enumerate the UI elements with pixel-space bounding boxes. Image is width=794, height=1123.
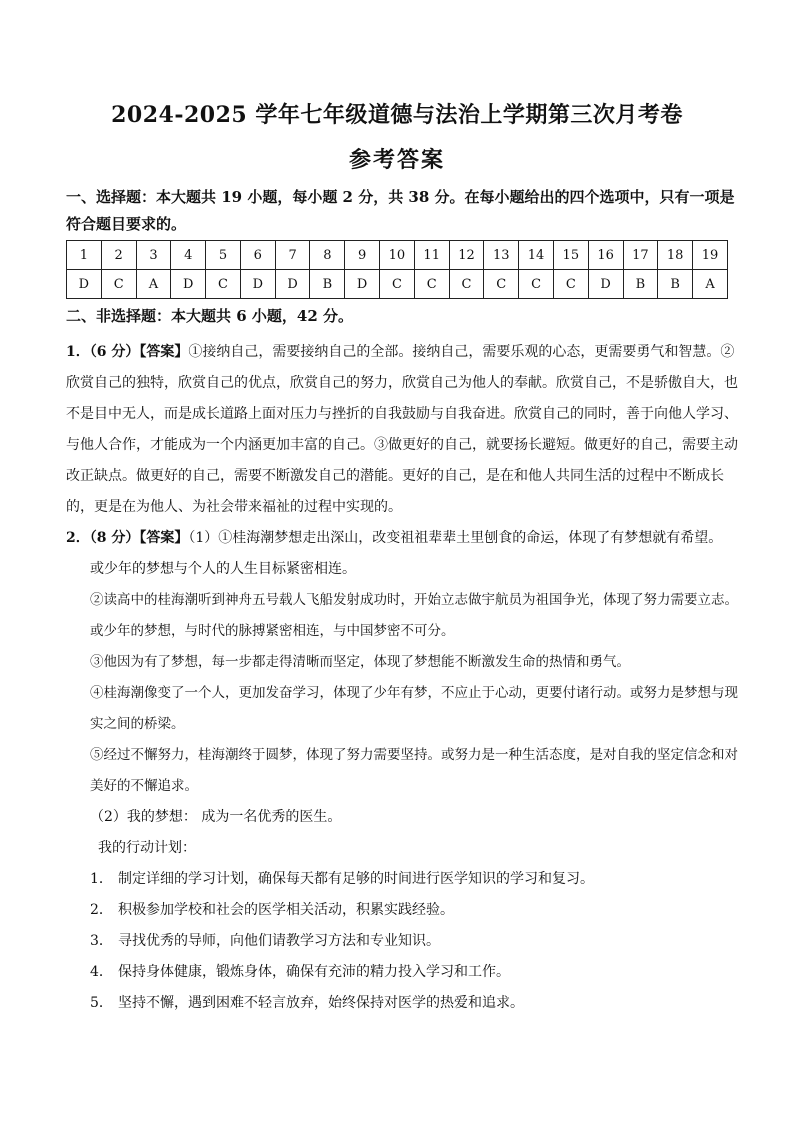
question-2-plan-title: 我的行动计划： <box>98 840 196 856</box>
section2-heading: 二、非选择题：本大题共 6 小题，42 分。 <box>66 307 353 325</box>
answer-table-number-cell: 6 <box>240 241 275 270</box>
list-item-number: 1． <box>90 871 113 887</box>
answer-table-answer-cell: B <box>310 270 345 299</box>
answer-table-number-cell: 13 <box>484 241 519 270</box>
answer-table-number-cell: 2 <box>101 241 136 270</box>
answer-table-number-row <box>67 241 728 270</box>
answer-table-number-cell: 9 <box>345 241 380 270</box>
question-1-label: 1．（6 分）【答案】 <box>66 344 189 360</box>
answer-table-number-cell: 7 <box>275 241 310 270</box>
question-2-point: ②读高中的桂海潮听到神舟五号载人飞船发射成功时，开始立志做宇航员为祖国争光，体现了努力需要立志。或少年的梦想，与时代的脉搏紧密相连，与中国梦密不可分。 <box>90 592 738 639</box>
answer-table-answer-cell: C <box>380 270 415 299</box>
list-item <box>90 864 738 895</box>
answer-table-answer-row <box>67 270 728 299</box>
answer-table-number-cell: 17 <box>623 241 658 270</box>
answer-table-number-cell: 14 <box>519 241 554 270</box>
answer-table-answer-cell: D <box>345 270 380 299</box>
list-item-number: 3． <box>90 933 113 949</box>
section1-heading: 一、选择题：本大题共 19 小题，每小题 2 分，共 38 分。在每小题给出的四个选项中，只有一项是符合题目要求的。 <box>66 188 735 233</box>
list-item <box>90 926 738 957</box>
answer-table-number-cell: 3 <box>136 241 171 270</box>
question-1-answer: ①接纳自己，需要接纳自己的全部。接纳自己，需要乐观的心态，更需要勇气和智慧。②欣赏自己的独特，欣赏自己的优点，欣赏自己的努力，欣赏自己为他人的奉献。欣赏自己，不是骄傲自大，也不是目中无人，而是成长道路上面对压力与挫折的自我鼓励与自我奋进。欣赏自己的同时，善于向他人学习、与他人合作，才能成为一个内涵更加丰富的自己。③做更好的自己，就要扬长避短。做更好的自己，需要主动改正缺点。做更好的自己，需要不断激发自己的潜能。更好的自己，是在和他人共同生活的过程中不断成长的，更是在为他人、为社会带来福祉的过程中实现的。 <box>66 344 738 515</box>
answer-table-number-cell: 11 <box>414 241 449 270</box>
page-title: 2024-2025 学年七年级道德与法治上学期第三次月考卷 <box>111 102 683 128</box>
answer-table-number-cell: 19 <box>693 241 728 270</box>
list-item <box>90 895 738 926</box>
answer-table-answer-cell: D <box>588 270 623 299</box>
question-2-part1-intro-cont: 或少年的梦想与个人的人生目标紧密相连。 <box>90 561 356 577</box>
answer-table-answer-cell: A <box>693 270 728 299</box>
answer-table-answer-cell: C <box>206 270 241 299</box>
answer-table-answer-cell: D <box>171 270 206 299</box>
answer-table-answer-cell: C <box>553 270 588 299</box>
answer-table-number-cell: 15 <box>553 241 588 270</box>
answer-table-number-cell: 8 <box>310 241 345 270</box>
list-item-number: 2． <box>90 902 113 918</box>
list-item-number: 4． <box>90 964 113 980</box>
answer-table-number-cell: 4 <box>171 241 206 270</box>
answer-table-number-cell: 18 <box>658 241 693 270</box>
answer-table-answer-cell: C <box>484 270 519 299</box>
answer-table <box>66 240 728 299</box>
list-item-text: 制定详细的学习计划，确保每天都有足够的时间进行医学知识的学习和复习。 <box>118 871 594 887</box>
answer-table-number-cell: 5 <box>206 241 241 270</box>
question-2-part2-dream: （2）我的梦想： 成为一名优秀的医生。 <box>90 809 342 825</box>
question-2-point: ⑤经过不懈努力，桂海潮终于圆梦，体现了努力需要坚持。或努力是一种生活态度，是对自我的坚定信念和对美好的不懈追求。 <box>90 747 738 794</box>
question-2-label: 2．（8 分）【答案】 <box>66 530 189 546</box>
list-item-text: 寻找优秀的导师，向他们请教学习方法和专业知识。 <box>118 933 440 949</box>
list-item-text: 坚持不懈，遇到困难不轻言放弃，始终保持对医学的热爱和追求。 <box>118 995 524 1011</box>
question-1 <box>66 337 738 523</box>
answer-table-answer-cell: D <box>67 270 102 299</box>
answer-table-answer-cell: B <box>623 270 658 299</box>
answer-table-number-cell: 16 <box>588 241 623 270</box>
list-item-text: 积极参加学校和社会的医学相关活动，积累实践经验。 <box>118 902 454 918</box>
answer-table-number-cell: 10 <box>380 241 415 270</box>
answer-table-answer-cell: B <box>658 270 693 299</box>
question-2-point: ③他因为有了梦想，每一步都走得清晰而坚定，体现了梦想能不断激发生命的热情和勇气。 <box>90 654 630 670</box>
answer-table-answer-cell: C <box>449 270 484 299</box>
list-item <box>90 988 738 1019</box>
list-item-number: 5． <box>90 995 113 1011</box>
page-subtitle: 参考答案 <box>348 147 445 173</box>
answer-table-answer-cell: D <box>275 270 310 299</box>
question-2-point: ④桂海潮像变了一个人，更加发奋学习，体现了少年有梦，不应止于心动，更要付诸行动。或努力是梦想与现实之间的桥梁。 <box>90 685 738 732</box>
question-2-part1-intro: （1）①桂海潮梦想走出深山，改变祖祖辈辈土里刨食的命运，体现了有梦想就有希望。 <box>188 530 723 546</box>
answer-table-answer-cell: D <box>240 270 275 299</box>
answer-table-answer-cell: A <box>136 270 171 299</box>
answer-table-answer-cell: C <box>519 270 554 299</box>
answer-table-answer-cell: C <box>414 270 449 299</box>
list-item <box>90 957 738 988</box>
answer-table-number-cell: 12 <box>449 241 484 270</box>
action-plan-list <box>66 864 738 1019</box>
answer-table-answer-cell: C <box>101 270 136 299</box>
question-2 <box>66 523 738 1019</box>
answer-table-number-cell: 1 <box>67 241 102 270</box>
list-item-text: 保持身体健康，锻炼身体，确保有充沛的精力投入学习和工作。 <box>118 964 510 980</box>
